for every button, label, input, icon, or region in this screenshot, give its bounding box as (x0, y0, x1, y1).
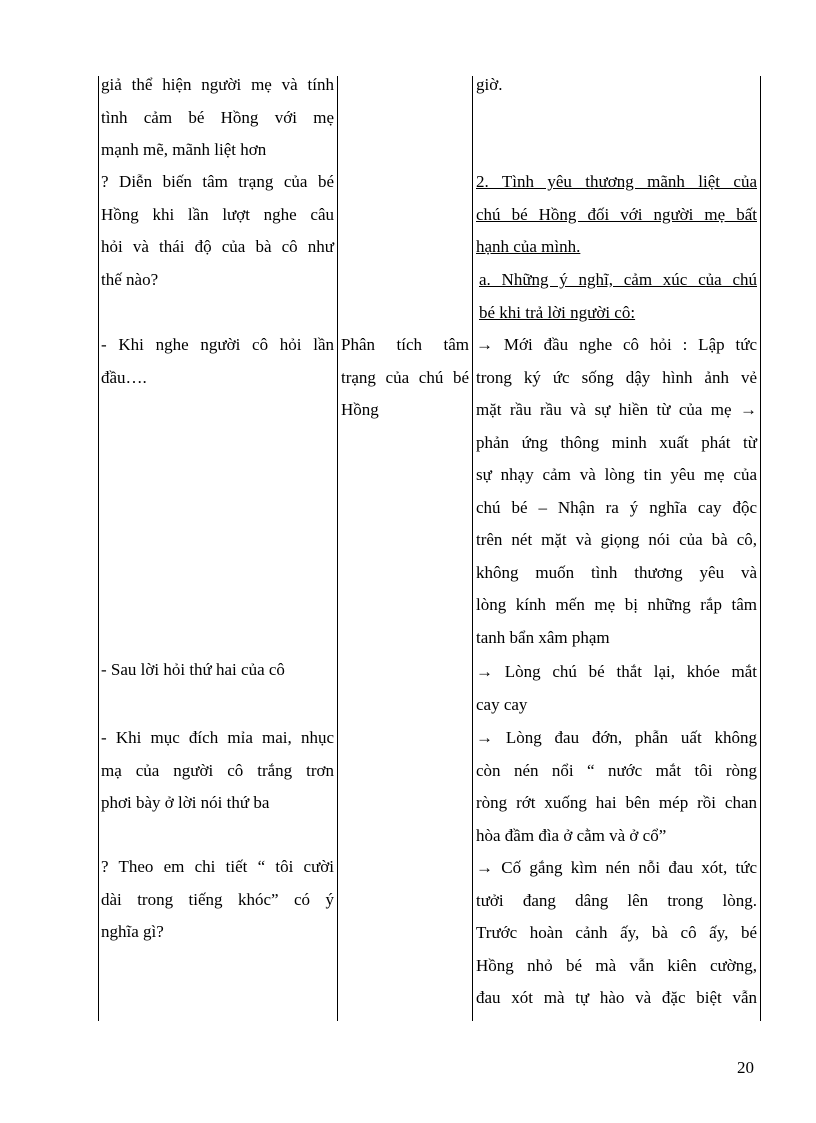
text-line: mạ của người cô trắng trơn (101, 760, 334, 780)
text-line: còn nén nổi “ nước mắt tôi ròng (476, 760, 757, 780)
text-line: trong ký ức sống dậy hình ảnh vẻ (476, 367, 757, 387)
text-line: Trước hoàn cảnh ấy, bà cô ấy, bé (476, 923, 757, 942)
text-line: đầu…. (101, 367, 147, 387)
table-border-right (760, 76, 761, 1021)
text-line: ? Theo em chi tiết “ tôi cười (101, 857, 334, 876)
text-line: ? Diễn biến tâm trạng của bé (101, 172, 334, 191)
section-heading-line: chú bé Hồng đối với người mẹ bất (476, 204, 757, 224)
text-line: hỏi và thái độ của bà cô như (101, 237, 334, 256)
text-line: tanh bẩn xâm phạm (476, 627, 610, 647)
section-heading-line: hạnh của mình. (476, 237, 581, 256)
text-line: dài trong tiếng khóc” có ý (101, 889, 334, 909)
text-line: chú bé – Nhận ra ý nghĩa cay độc (476, 497, 757, 517)
text-line: - Sau lời hỏi thứ hai của cô (101, 660, 285, 679)
col1-intro (101, 69, 334, 167)
text-line: - Khi nghe người cô hỏi lần (101, 335, 334, 354)
text-line: Hồng (341, 400, 379, 419)
table-border-col2-right (472, 76, 473, 1021)
col1-first-question (101, 329, 334, 394)
text-line: ròng rớt xuống hai bên mép rồi chan (476, 793, 757, 812)
table-border-col1-right (337, 76, 338, 1021)
text-line: → Lòng đau đớn, phẫn uất không (476, 728, 757, 747)
text-line: - Khi mục đích mỉa mai, nhục (101, 728, 334, 747)
text-line: cay cay (476, 694, 528, 714)
text-line: hòa đầm đìa ở cằm và ở cổ” (476, 825, 667, 845)
text-line: phơi bày ở lời nói thứ ba (101, 793, 270, 812)
text-line: sự nhạy cảm và lòng tin yêu mẹ của (476, 465, 757, 484)
text-line: nghĩa gì? (101, 922, 164, 941)
col3-paragraph-1 (476, 329, 757, 654)
text-line: giờ. (476, 75, 503, 94)
col3-paragraph-2 (476, 656, 757, 721)
text-line: → Mới đầu nghe cô hỏi : Lập tức (476, 335, 757, 354)
text-line: đau xót mà tự hào và đặc biệt vẫn (476, 988, 757, 1007)
text-line: tưởi đang dâng lên trong lòng. (476, 890, 757, 910)
text-line: mặt rầu rầu và sự hiền từ của mẹ → (476, 400, 757, 419)
section-heading-line: 2. Tình yêu thương mãnh liệt của (476, 172, 757, 191)
col3-paragraph-3 (476, 722, 757, 852)
table-border-left (98, 76, 99, 1021)
text-line: trên nét mặt và giọng nói của bà cô, (476, 530, 757, 549)
text-line: → Lòng chú bé thắt lại, khóe mắt (476, 662, 757, 681)
text-line: lòng kính mến mẹ bị những rắp tâm (476, 595, 757, 614)
col1-question-2 (101, 851, 334, 949)
col3-heading-2 (476, 166, 757, 264)
col1-second-question (101, 654, 334, 687)
text-line: tình cảm bé Hồng với mẹ (101, 107, 334, 127)
text-line: → Cố gắng kìm nén nỗi đau xót, tức (476, 858, 757, 877)
col2-activity (341, 329, 469, 427)
text-line: Hồng khi lần lượt nghe câu (101, 204, 334, 224)
text-line: mạnh mẽ, mãnh liệt hơn (101, 140, 267, 159)
subheading-line: a. Những ý nghĩ, cảm xúc của chú (479, 270, 757, 289)
col3-paragraph-4 (476, 852, 757, 1015)
text-line: thế nào? (101, 269, 159, 289)
page-number: 20 (737, 1058, 754, 1077)
text-line: giả thể hiện người mẹ và tính (101, 75, 334, 94)
text-line: trạng của chú bé (341, 367, 469, 387)
text-line: không muốn tình thương yêu và (476, 562, 757, 582)
col3-subheading-a (479, 264, 757, 329)
subheading-line: bé khi trả lời người cô: (479, 302, 636, 322)
col1-third-question (101, 722, 334, 820)
text-line: phản ứng thông minh xuất phát từ (476, 432, 757, 452)
text-line: Phân tích tâm (341, 335, 469, 354)
text-line: Hồng nhỏ bé mà vẫn kiên cường, (476, 955, 757, 975)
col3-top (476, 69, 757, 102)
col1-question-1 (101, 166, 334, 296)
